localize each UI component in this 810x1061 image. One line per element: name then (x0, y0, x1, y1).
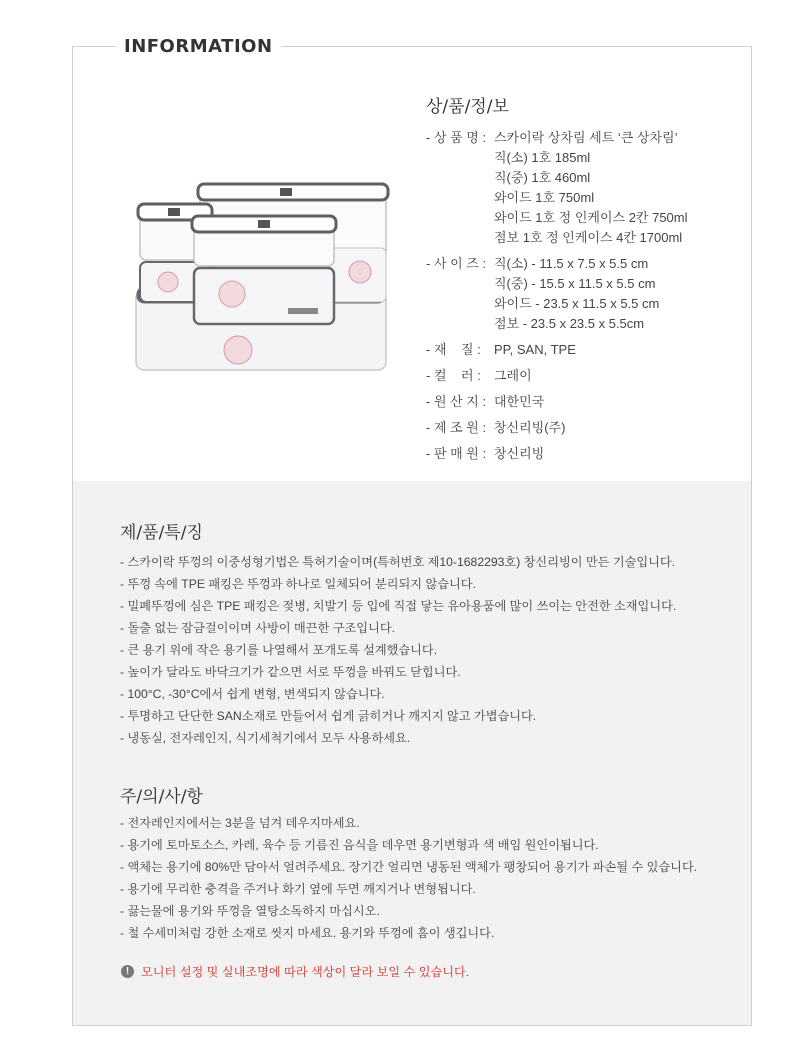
info-row-color (426, 366, 688, 386)
info-label: - 상 품 명 : (426, 130, 487, 145)
info-row-seller (426, 444, 688, 464)
info-row-origin (426, 392, 688, 412)
info-row-size (426, 254, 688, 334)
info-row-name (426, 128, 688, 248)
info-value: 와이드 1호 750ml (494, 190, 595, 205)
info-value: 직(중) 1호 460ml (494, 170, 591, 185)
info-value: PP, SAN, TPE (494, 342, 576, 357)
list-item: - 뚜껑 속에 TPE 패킹은 뚜껑과 하나로 일체되어 분리되지 않습니다. (120, 577, 476, 591)
list-item: - 100°C, -30°C에서 쉽게 변형, 변색되지 않습니다. (120, 687, 385, 701)
info-label: - 판 매 원 : (426, 446, 487, 461)
info-label: - 컬 러 : (426, 368, 481, 383)
info-value: 직(중) - 15.5 x 11.5 x 5.5 cm (494, 276, 656, 291)
color-notice (121, 963, 469, 980)
list-item: - 전자레인지에서는 3분을 넘겨 데우지마세요. (120, 816, 360, 830)
list-item: - 끓는물에 용기와 뚜껑을 열탕소독하지 마십시오. (120, 904, 380, 918)
info-row-manufacturer (426, 418, 688, 438)
info-row-material (426, 340, 688, 360)
features-title: 제/품/특/징 (120, 523, 203, 543)
info-value: 직(소) 1호 185ml (494, 150, 591, 165)
info-value: 창신리빙 (494, 446, 545, 461)
info-value: 대한민국 (494, 394, 545, 409)
list-item: - 밀폐뚜껑에 심은 TPE 패킹은 젖병, 치발기 등 입에 직접 닿는 유아용품에 많이 쓰이는 안전한 소재입니다. (120, 599, 677, 613)
list-item: - 스카이락 뚜껑의 이중성형기법은 특허기술이며(특허번호 제10-1682293호) 창신리빙이 만든 기술입니다. (120, 555, 676, 569)
product-info-list (426, 128, 688, 470)
list-item: - 높이가 달라도 바닥크기가 같으면 서로 뚜껑을 바꿔도 닫힙니다. (120, 665, 461, 679)
info-value: 스카이락 상차림 세트 ‘큰 상차림’ (494, 130, 678, 145)
list-item: - 투명하고 단단한 SAN소재로 만들어서 쉽게 긁히거나 깨지지 않고 가볍습니다. (120, 709, 537, 723)
info-value: 와이드 - 23.5 x 11.5 x 5.5 cm (494, 296, 660, 311)
list-item: - 냉동실, 전자레인지, 식기세척기에서 모두 사용하세요. (120, 731, 411, 745)
features-list (120, 551, 676, 749)
list-item: - 큰 용기 위에 작은 용기를 나열해서 포개도록 설계했습니다. (120, 643, 438, 657)
list-item: - 철 수세미처럼 강한 소재로 씻지 마세요. 용기와 뚜껑에 흠이 생깁니다. (120, 926, 495, 940)
product-info-title: 상/품/정/보 (426, 97, 509, 117)
info-label: - 제 조 원 : (426, 420, 487, 435)
info-value: 와이드 1호 정 인케이스 2칸 750ml (494, 210, 688, 225)
info-value: 점보 1호 정 인케이스 4칸 1700ml (494, 230, 683, 245)
info-label: - 재 질 : (426, 342, 481, 357)
list-item: - 돌출 없는 잠금걸이이며 사방이 매끈한 구조입니다. (120, 621, 395, 635)
product-image (128, 170, 398, 380)
cautions-title: 주/의/사/항 (120, 787, 203, 807)
info-value: 점보 - 23.5 x 23.5 x 5.5cm (494, 316, 645, 331)
list-item: - 용기에 무리한 충격을 주거나 화기 옆에 두면 깨지거나 변형됩니다. (120, 882, 476, 896)
notice-text: 모니터 설정 및 실내조명에 따라 색상이 달라 보일 수 있습니다. (141, 965, 470, 979)
info-value: 직(소) - 11.5 x 7.5 x 5.5 cm (494, 256, 649, 271)
info-label: - 사 이 즈 : (426, 256, 487, 271)
list-item: - 용기에 토마토소스, 카레, 육수 등 기름진 음식을 데우면 용기변형과 색 배임 원인이됩니다. (120, 838, 599, 852)
exclamation-icon: ! (121, 965, 134, 978)
info-value: 그레이 (494, 368, 532, 383)
info-value: 창신리빙(주) (494, 420, 566, 435)
list-item: - 액체는 용기에 80%만 담아서 얼려주세요. 장기간 얼리면 냉동된 액체가 팽창되어 용기가 파손될 수 있습니다. (120, 860, 698, 874)
info-label: - 원 산 지 : (426, 394, 487, 409)
page-title: INFORMATION (116, 36, 281, 57)
cautions-list (120, 812, 697, 944)
